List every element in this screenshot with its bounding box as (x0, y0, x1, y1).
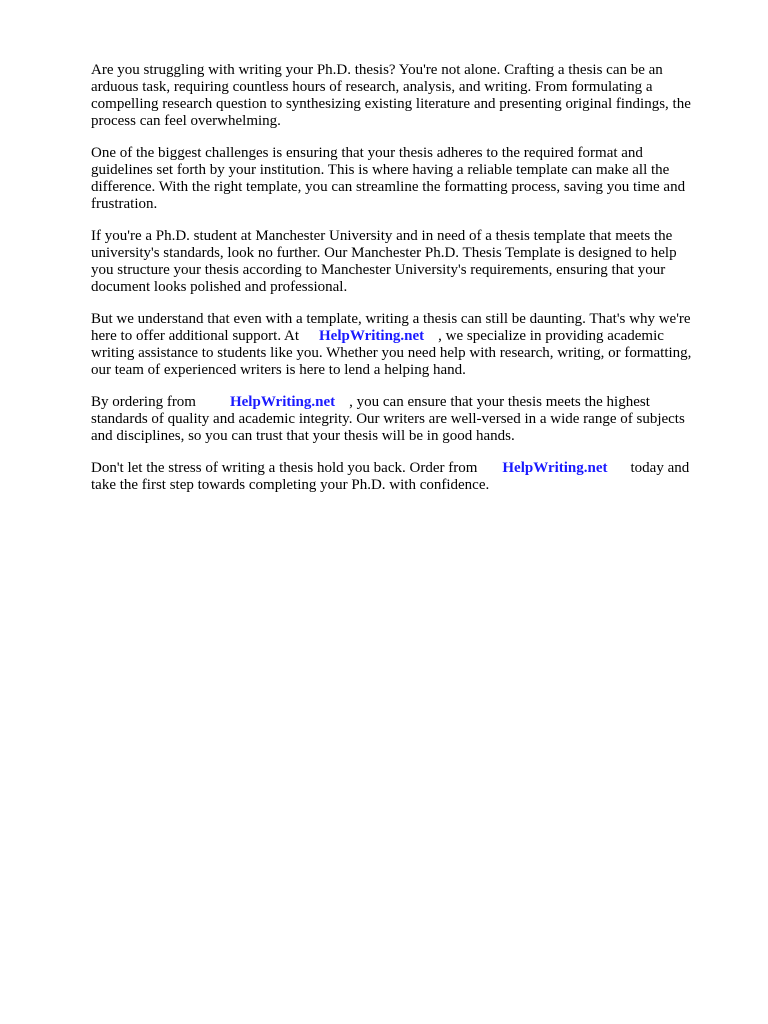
text-line: university's standards, look no further. Our Manchester Ph.D. Thesis Template is designed to help (91, 245, 677, 261)
text-line: One of the biggest challenges is ensuring that your thesis adheres to the required format and (91, 145, 643, 161)
text-segment: , we specialize in providing academic (438, 328, 664, 344)
text-segment: here to offer additional support. At (91, 328, 300, 344)
text-line: Are you struggling with writing your Ph.D. thesis? You're not alone. Crafting a thesis can be an (91, 62, 663, 78)
text-line: guidelines set forth by your institution. This is where having a reliable template can make all the (91, 162, 670, 178)
text-line: compelling research question to synthesizing existing literature and presenting original findings, the (91, 96, 691, 112)
helpwriting-link[interactable]: HelpWriting.net (319, 328, 425, 344)
text-line (91, 394, 716, 411)
text-line: you structure your thesis according to Manchester University's requirements, ensuring that your (91, 262, 666, 278)
text-line: standards of quality and academic integrity. Our writers are well-versed in a wide range of subjects (91, 411, 685, 427)
text-line: But we understand that even with a template, writing a thesis can still be daunting. That's why we're (91, 311, 691, 327)
text-line: document looks polished and professional. (91, 279, 348, 295)
paragraph-closing (91, 460, 716, 494)
paragraph-support (91, 311, 716, 379)
helpwriting-link[interactable]: HelpWriting.net (229, 394, 336, 410)
text-line: arduous task, requiring countless hours of research, analysis, and writing. From formulating a (91, 79, 653, 95)
text-line: writing assistance to students like you. Whether you need help with research, writing, or formatting, (91, 345, 692, 361)
paragraph-ordering (91, 394, 716, 445)
text-line: frustration. (91, 196, 158, 212)
text-line: take the first step towards completing your Ph.D. with confidence. (91, 477, 490, 493)
text-segment: today and (630, 460, 690, 476)
text-line (91, 460, 716, 477)
text-line: If you're a Ph.D. student at Manchester University and in need of a thesis template that meets the (91, 228, 673, 244)
document-body (91, 62, 716, 509)
paragraph-challenges (91, 145, 716, 213)
text-line: process can feel overwhelming. (91, 113, 281, 129)
text-line: difference. With the right template, you can streamline the formatting process, saving you time and (91, 179, 686, 195)
text-segment: By ordering from (91, 394, 196, 410)
text-line: our team of experienced writers is here to lend a helping hand. (91, 362, 466, 378)
text-segment: Don't let the stress of writing a thesis hold you back. Order from (91, 460, 478, 476)
text-line: and disciplines, so you can trust that your thesis will be in good hands. (91, 428, 515, 444)
paragraph-intro (91, 62, 716, 130)
text-segment: , you can ensure that your thesis meets the highest (349, 394, 650, 410)
helpwriting-link[interactable]: HelpWriting.net (502, 460, 608, 476)
text-line (91, 328, 716, 345)
paragraph-template (91, 228, 716, 296)
